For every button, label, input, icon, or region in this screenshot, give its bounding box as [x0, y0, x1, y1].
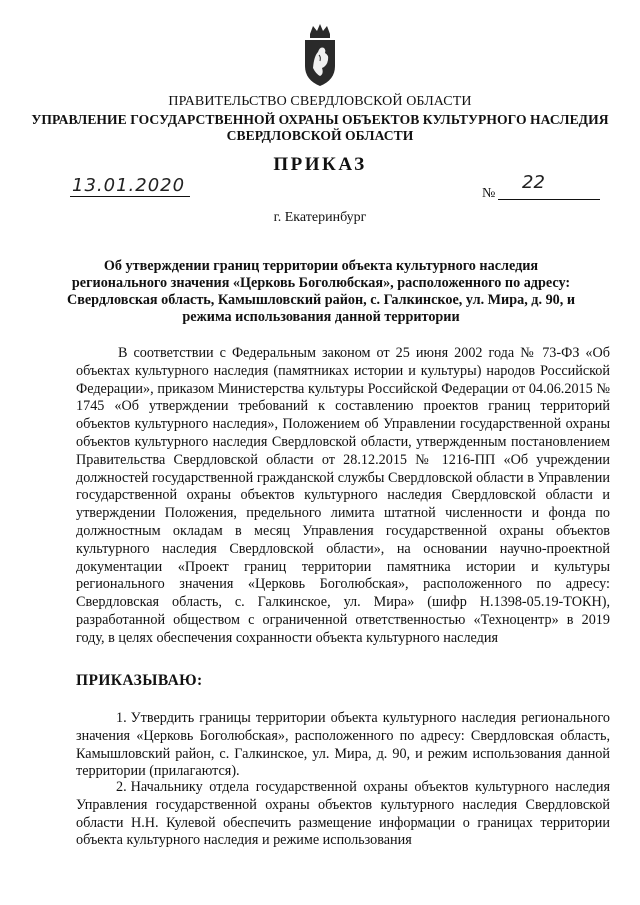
order-number: 22 [522, 172, 545, 193]
preamble-paragraph: В соответствии с Федеральным законом от 25 июня 2002 года № 73-ФЗ «Об объектах культурного наследия (памятниках истории и культуры) народов Российской Федерации», приказом Министерства культуры Российской Федерации от 04.06.2015 № 1745 «Об утверждении требований к составлению проектов границ территорий объектов культурного наследия», Положением об Управлении государственной охраны объектов культурного наследия Свердловской области, утвержденным постановлением Правительства Свердловской области от 28.12.2015 № 1216-ПП «Об учреждении должностей государственной гражданской службы Свердловской области в Управлении государственной охраны объектов культурного наследия Свердловской области и утверждении Положения, предельного лимита штатной численности и фонда по должностным окладам в месяц Управления государственной охраны объектов культурного наследия Свердловской области», на основании научно-проектной документации «Проект границ территории памятника истории и культуры регионального значения «Церковь Боголюбская», расположенного по адресу: Свердловская область, с. Галкинское, ул. Мира» (шифр Н.1398-05.19-ТОКН), разработанной обществом с ограниченной ответственностью «Техноцентр» в 2019 году, в целях обеспечения сохранности объекта культурного наследия [76, 345, 610, 646]
order-word: ПРИКАЗЫВАЮ: [76, 672, 203, 689]
city: г. Екатеринбург [273, 210, 367, 225]
order-item-2 [76, 779, 610, 850]
document-title: ПРИКАЗ [273, 154, 367, 175]
government-name: ПРАВИТЕЛЬСТВО СВЕРДЛОВСКОЙ ОБЛАСТИ [168, 94, 472, 109]
order-item-text: Утвердить границы территории объекта культурного наследия регионального значения «Церковь Боголюбская», расположенного по адресу: Свердловская область, Камышловский район, с. Галкинское, ул. Мира, д. 90, и режим использования данной территории (прилагаются). [76, 710, 610, 780]
department-line-1: УПРАВЛЕНИЕ ГОСУДАРСТВЕННОЙ ОХРАНЫ ОБЪЕКТОВ КУЛЬТУРНОГО НАСЛЕДИЯ [31, 112, 609, 127]
date-underline [70, 196, 190, 197]
order-item-number: 2. [116, 779, 127, 795]
order-item-number: 1. [116, 710, 127, 726]
order-item-1 [76, 710, 610, 781]
department-line-2: СВЕРДЛОВСКОЙ ОБЛАСТИ [226, 128, 414, 143]
order-date: 13.01.2020 [72, 175, 186, 196]
number-label: № [482, 186, 496, 201]
number-underline [498, 199, 600, 200]
coat-of-arms-icon [298, 22, 342, 88]
department-name [0, 112, 640, 144]
order-subject: Об утверждении границ территории объекта культурного наследия регионального значения «Церковь Боголюбская», расположенного по адресу: Свердловская область, Камышловский район, с. Галкинское, ул. Мира, д. 90, и режима использования данной территории [66, 258, 576, 325]
order-item-text: Начальнику отдела государственной охраны объектов культурного наследия Управления государственной охраны объектов культурного наследия Свердловской области Н.Н. Кулевой обеспечить размещение информации о границах территории объекта культурного наследия и режиме использования [76, 779, 610, 849]
